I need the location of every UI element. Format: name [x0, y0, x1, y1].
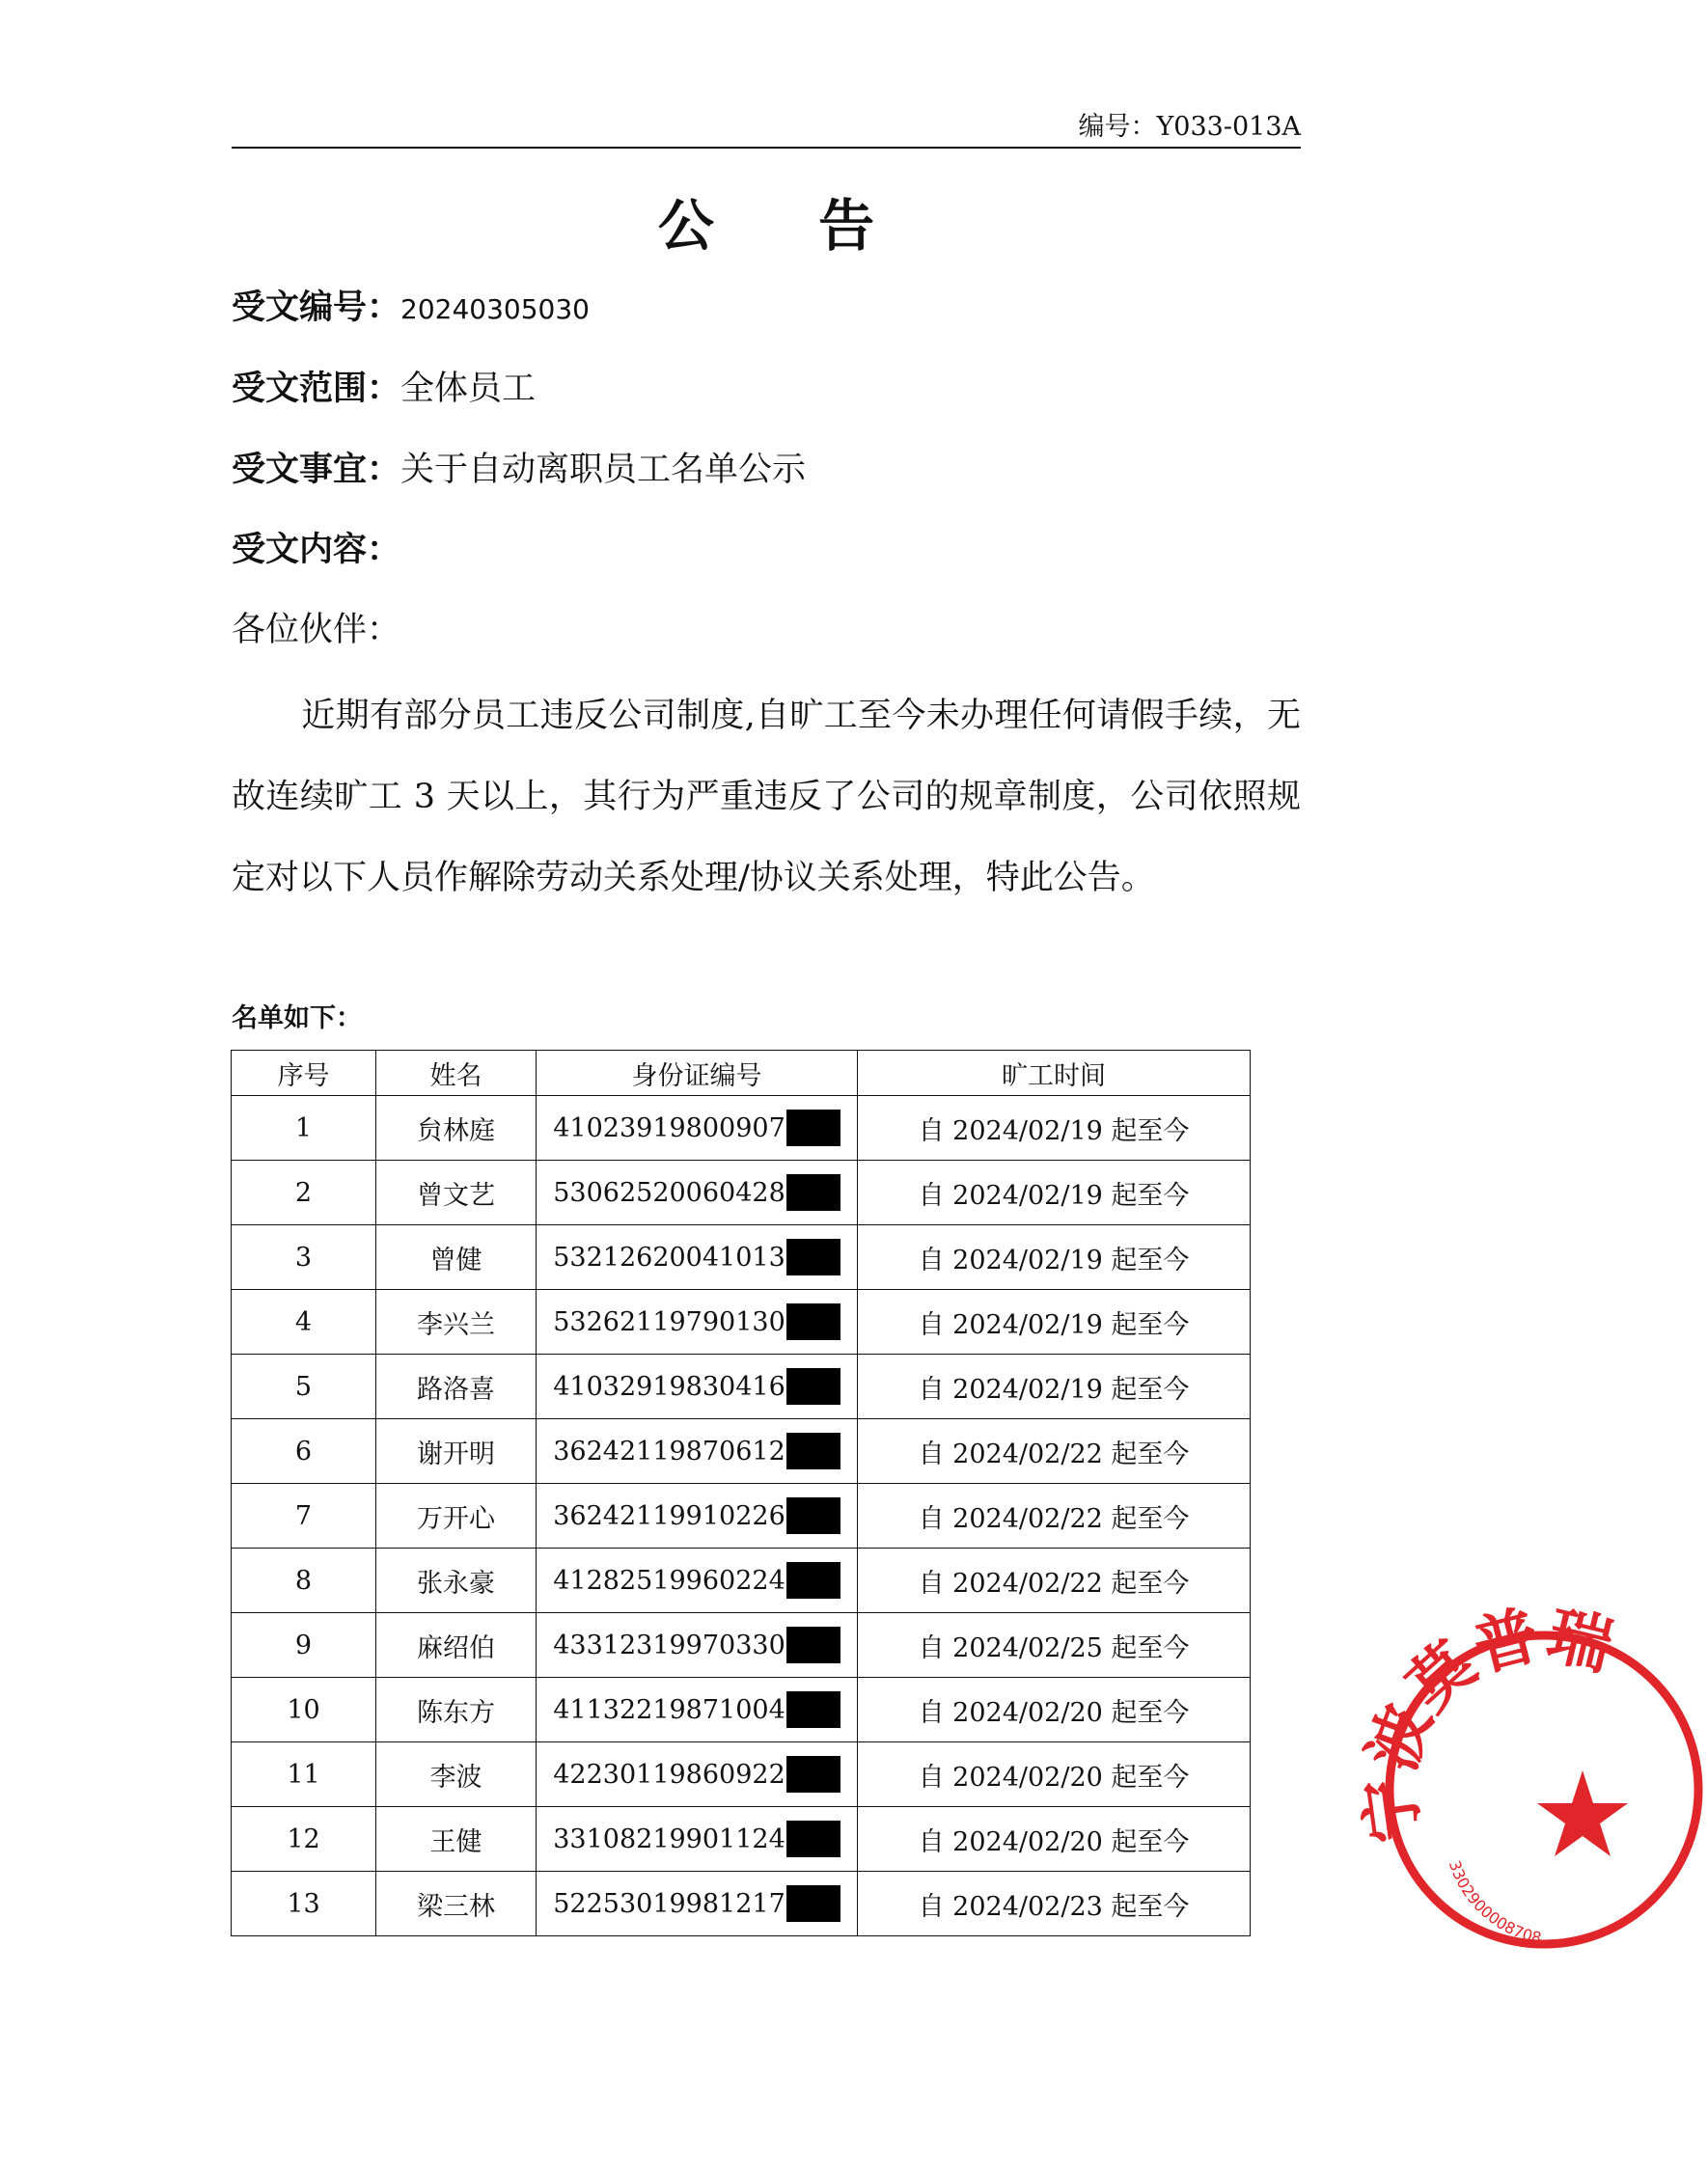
redaction-block: [786, 1174, 840, 1211]
cell-id: [537, 1096, 858, 1161]
cell-name: 梁三林: [376, 1872, 537, 1936]
header-no: 序号: [232, 1051, 376, 1096]
cell-no: 3: [232, 1225, 376, 1290]
id-number: [553, 1497, 840, 1534]
cell-id: [537, 1225, 858, 1290]
notice-body: [232, 675, 1301, 918]
cell-period: 自 2024/02/19 起至今: [858, 1290, 1251, 1355]
id-number-text: 41023919800907: [553, 1112, 785, 1143]
redaction-block: [786, 1885, 840, 1922]
cell-id: [537, 1290, 858, 1355]
redaction-block: [786, 1239, 840, 1275]
company-seal: [1350, 1596, 1708, 1954]
cell-period: 自 2024/02/20 起至今: [858, 1742, 1251, 1807]
cell-no: 6: [232, 1419, 376, 1484]
cell-name: 陈东方: [376, 1678, 537, 1742]
id-number-text: 33108219901124: [553, 1823, 785, 1854]
cell-name: 谢开明: [376, 1419, 537, 1484]
cell-period: 自 2024/02/22 起至今: [858, 1484, 1251, 1549]
cell-id: [537, 1678, 858, 1742]
table-row: [232, 1807, 1251, 1872]
id-number-text: 41032919830416: [553, 1371, 785, 1402]
cell-id: [537, 1549, 858, 1613]
id-number: [553, 1368, 840, 1405]
id-number: [553, 1433, 840, 1469]
field-scope-value: 全体员工: [400, 370, 537, 408]
field-content: [232, 526, 400, 574]
cell-id: [537, 1355, 858, 1419]
table-row: [232, 1161, 1251, 1225]
field-content-label: 受文内容：: [232, 530, 401, 569]
id-number: [553, 1821, 840, 1857]
field-matter-label: 受文事宜：: [232, 450, 401, 489]
header-period: 旷工时间: [858, 1051, 1251, 1096]
cell-period: 自 2024/02/22 起至今: [858, 1419, 1251, 1484]
id-number: [553, 1562, 840, 1599]
redaction-block: [786, 1497, 840, 1534]
cell-no: 13: [232, 1872, 376, 1936]
table-row: [232, 1678, 1251, 1742]
table-row: [232, 1419, 1251, 1484]
cell-name: 李波: [376, 1742, 537, 1807]
id-number: [553, 1239, 840, 1275]
cell-id: [537, 1872, 858, 1936]
list-title: 名单如下：: [232, 1003, 362, 1033]
cell-no: 8: [232, 1549, 376, 1613]
id-number: [553, 1691, 840, 1728]
table-row: [232, 1355, 1251, 1419]
id-number: [553, 1885, 840, 1922]
document-number: 编号：Y033-013A: [1078, 112, 1301, 142]
id-number-text: 53062520060428: [553, 1177, 785, 1208]
field-doc-no-value: 20240305030: [400, 293, 590, 325]
redaction-block: [786, 1756, 840, 1793]
id-number-text: 36242119910226: [553, 1500, 785, 1531]
cell-id: [537, 1807, 858, 1872]
id-number: [553, 1110, 840, 1146]
seal-text: 宁波莫普瑞: [1350, 1596, 1620, 1848]
header-name: 姓名: [376, 1051, 537, 1096]
id-number: [553, 1174, 840, 1211]
greeting: 各位伙伴：: [232, 611, 401, 649]
id-number: [553, 1303, 840, 1340]
cell-no: 7: [232, 1484, 376, 1549]
cell-no: 5: [232, 1355, 376, 1419]
id-number: [553, 1627, 840, 1663]
cell-name: 麻绍伯: [376, 1613, 537, 1678]
redaction-block: [786, 1691, 840, 1728]
cell-period: 自 2024/02/22 起至今: [858, 1549, 1251, 1613]
header-divider: [232, 147, 1301, 149]
redaction-block: [786, 1821, 840, 1857]
redaction-block: [786, 1303, 840, 1340]
table-row: [232, 1225, 1251, 1290]
cell-period: 自 2024/02/19 起至今: [858, 1096, 1251, 1161]
field-matter-value: 关于自动离职员工名单公示: [400, 451, 807, 489]
redaction-block: [786, 1433, 840, 1469]
table-body: [232, 1096, 1251, 1936]
page-title: 公 告: [657, 193, 918, 259]
table-row: [232, 1742, 1251, 1807]
cell-id: [537, 1484, 858, 1549]
cell-name: 张永豪: [376, 1549, 537, 1613]
cell-name: 贠林庭: [376, 1096, 537, 1161]
cell-no: 10: [232, 1678, 376, 1742]
cell-no: 12: [232, 1807, 376, 1872]
cell-period: 自 2024/02/23 起至今: [858, 1872, 1251, 1936]
table-row: [232, 1872, 1251, 1936]
id-number-text: 53262119790130: [553, 1306, 785, 1337]
table-row: [232, 1549, 1251, 1613]
cell-name: 万开心: [376, 1484, 537, 1549]
cell-id: [537, 1161, 858, 1225]
table-row: [232, 1613, 1251, 1678]
field-doc-no-label: 受文编号：: [232, 288, 401, 327]
cell-no: 9: [232, 1613, 376, 1678]
id-number-text: 41282519960224: [553, 1565, 785, 1596]
id-number-text: 43312319970330: [553, 1630, 785, 1660]
redaction-block: [786, 1368, 840, 1405]
cell-id: [537, 1742, 858, 1807]
field-doc-no: [232, 284, 590, 334]
id-number-text: 41132219871004: [553, 1694, 785, 1725]
id-number-text: 52253019981217: [553, 1888, 785, 1919]
cell-name: 曾健: [376, 1225, 537, 1290]
cell-name: 曾文艺: [376, 1161, 537, 1225]
id-number: [553, 1756, 840, 1793]
cell-period: 自 2024/02/25 起至今: [858, 1613, 1251, 1678]
seal-star-icon: [1537, 1770, 1628, 1856]
table-row: [232, 1484, 1251, 1549]
field-scope: [232, 365, 536, 413]
cell-no: 1: [232, 1096, 376, 1161]
field-scope-label: 受文范围：: [232, 369, 401, 408]
id-number-text: 53212620041013: [553, 1242, 785, 1273]
cell-period: 自 2024/02/20 起至今: [858, 1678, 1251, 1742]
cell-id: [537, 1613, 858, 1678]
redaction-block: [786, 1562, 840, 1599]
cell-period: 自 2024/02/19 起至今: [858, 1355, 1251, 1419]
field-matter: [232, 446, 806, 494]
redaction-block: [786, 1627, 840, 1663]
id-number-text: 42230119860922: [553, 1759, 785, 1790]
cell-no: 11: [232, 1742, 376, 1807]
employee-table: [231, 1050, 1251, 1936]
cell-period: 自 2024/02/19 起至今: [858, 1161, 1251, 1225]
cell-name: 路洛喜: [376, 1355, 537, 1419]
cell-no: 4: [232, 1290, 376, 1355]
table-row: [232, 1096, 1251, 1161]
seal-number: 3302900008708: [1445, 1857, 1544, 1948]
redaction-block: [786, 1110, 840, 1146]
cell-id: [537, 1419, 858, 1484]
table-row: [232, 1290, 1251, 1355]
header-id: 身份证编号: [537, 1051, 858, 1096]
table-header-row: [232, 1051, 1251, 1096]
notice-body-text: 近期有部分员工违反公司制度,自旷工至今未办理任何请假手续，无故连续旷工 3 天以上，其行为严重违反了公司的规章制度，公司依照规定对以下人员作解除劳动关系处理/协议关系处理，特此公告。: [232, 697, 1301, 897]
cell-period: 自 2024/02/19 起至今: [858, 1225, 1251, 1290]
cell-name: 李兴兰: [376, 1290, 537, 1355]
id-number-text: 36242119870612: [553, 1436, 785, 1467]
cell-no: 2: [232, 1161, 376, 1225]
cell-period: 自 2024/02/20 起至今: [858, 1807, 1251, 1872]
cell-name: 王健: [376, 1807, 537, 1872]
